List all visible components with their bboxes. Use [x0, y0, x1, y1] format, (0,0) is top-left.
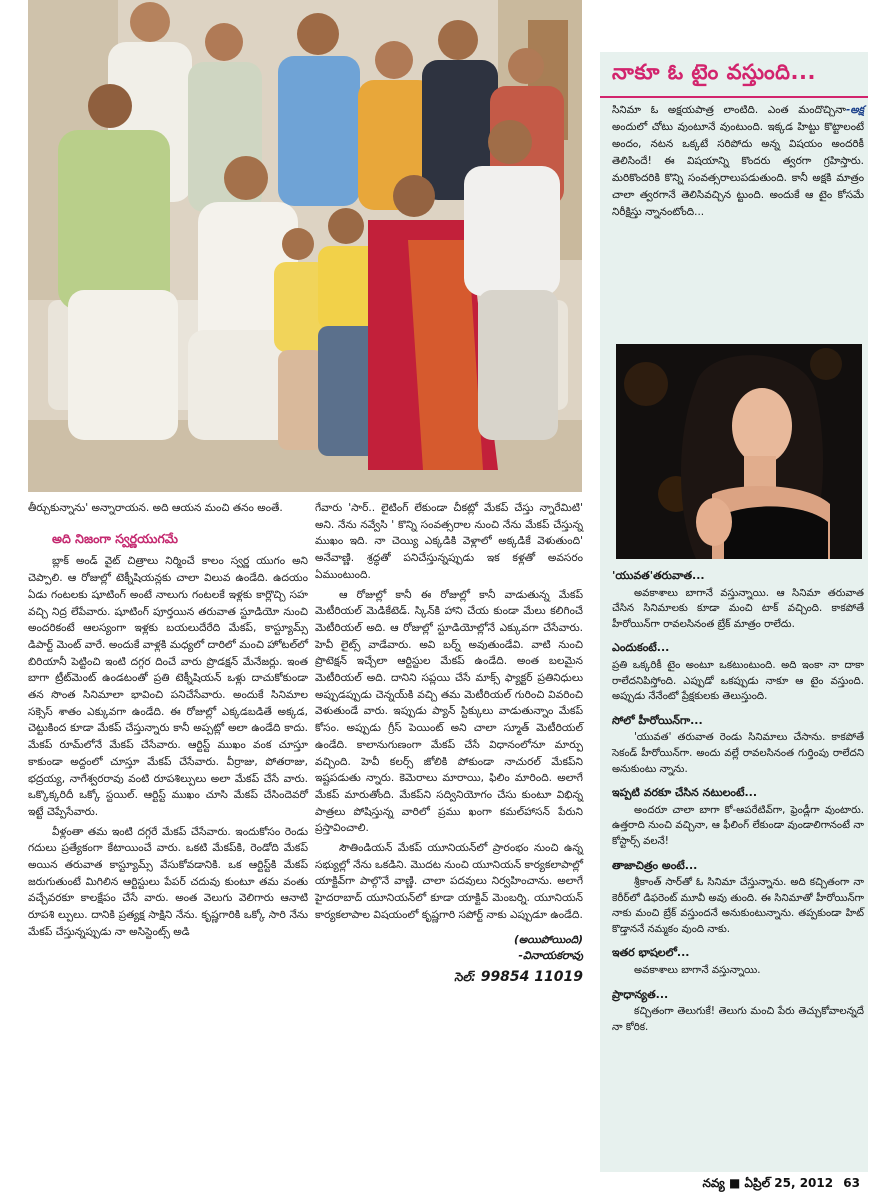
article-column-left: [28, 500, 308, 944]
answer-text: అవకాశాలు బాగానే వస్తున్నాయి. ఆ సినిమా తరువాత చేసిన సినిమాలకు కూడా మంచి టాక్ వచ్చింది. కాకపోతే హీరోయిన్‌గా రావలసినంత బ్రేక్ మాత్రం రాలేదు.: [612, 587, 864, 630]
article-paragraph: వీళ్లంతా తమ ఇంటి దగ్గరే మేకప్ చేసేవారు. ఇందుకోసం రెండు గదులు ప్రత్యేకంగా కేటాయించే వారు. ఒకటి మేకప్‌కి, రెండోది మేకప్ అయిన తరువాత కాస్ట్యూమ్స్ వేసుకోవడానికి. ఒక ఆర్టిస్ట్‌కి మేకప్ జరుగుతుంటే మిగిలిన ఆర్టిస్టులు పేపర్ చదువు కుంటూ తమ వంతు వచ్చేవరకూ కాలక్షేపం చేసే వారు. అంత వెలుగు వెలిగారు ఆనాటి రూపశి ల్పులు. దానికి ప్రత్యక్ష సాక్షిని నేను. కృష్ణగారికి ఒక్కో సారి నేను మేకప్ చేస్తున్నప్పుడు నా అసిస్టెంట్స్ అడి: [28, 825, 308, 938]
article-paragraph: తీర్చుకున్నాను' అన్నారాయన. అది ఆయన మంచి తనం అంతే.: [28, 502, 283, 514]
answer-text: కచ్చితంగా తెలుగుకే! తెలుగు మంచి పేరు తెచ్చుకోవాలన్నదే నా కోరిక.: [612, 1006, 864, 1033]
magazine-name: నవ్య: [702, 1176, 725, 1190]
article-paragraph: గేవారు 'సార్.. లైటింగ్ లేకుండా చీకట్లో మేకప్ చేస్తు న్నారేమిటి' అని. నేను నవ్వేసి ' కొన్ని సంవత్సరాల నుంచి నేను మేకప్ చేస్తున్న ముఖం ఇది. నా చెయ్యి ఎక్కడికి వెళ్లాలో అక్కడికే వెళుతుంది' అనేవాణ్ణి. శ్రద్ధతో పనిచేస్తున్నప్పుడు ఇక కళ్లతో అవసరం ఏముంటుంది.: [315, 502, 583, 581]
page-number: 63: [843, 1176, 860, 1190]
article-subheading: అది నిజంగా స్వర్ణయుగమే: [52, 530, 178, 546]
article-paragraph: సౌతిండియన్ మేకప్ యూనియన్‌లో ప్రారంభం నుంచి ఉన్న సభ్యుల్లో నేను ఒకడిని. మొదట నుంచి యూనియన్ కార్యకలాపాల్లో యాక్టివ్‌గా పాల్గొనే వాణ్ణి. చాలా పదవులు నిర్వహించాను. అలాగే హైదరాబాద్ యూనియన్‌లో కూడా యాక్టివ్ మెంబర్ని. యూనియన్ కార్యకలాపాల విషయంలో కృష్ణగారి సపోర్ట్ నాకు ఎప్పుడూ ఉండేది.: [315, 842, 583, 921]
actress-interview-sidebar: [600, 52, 868, 1172]
question-heading: ఎందుకంటే...: [612, 641, 670, 655]
page-footer: [702, 1176, 860, 1193]
answer-text: 'యువత' తరువాత రెండు సినిమాలు చేసాను. కాకపోతే సెకండ్ హీరోయిన్‌గా. అందు వల్లే రావలసినంత గుర్తింపు రాలేదని అనుకుంటు న్నాను.: [612, 732, 864, 775]
actress-photo: [616, 344, 862, 559]
article-author: -వినాయకరావు: [518, 949, 583, 963]
sidebar-intro: [612, 102, 864, 221]
sidebar-byline: -అక్ష: [845, 104, 864, 116]
article-paragraph: బ్లాక్ అండ్ వైట్ చిత్రాలు నిర్మించే కాలం స్వర్ణ యుగం అని చెప్పాలి. ఆ రోజుల్లో టెక్నీషియన్లకు చాలా విలువ ఉండేది. ఉదయం ఏడు గంటలకు షూటింగ్ అంటే నాలుగు గంటలకే ఇళ్లకు కార్లొచ్చి సహ వచ్చి నిద్ర లేపేవారు. షూటింగ్ పూర్తయిన తరువాత స్టూడియో నుంచి అందరికంటే ఆలస్యంగా ఇళ్లకు బయలుదేరేది మేకప్, కాస్ట్యూమ్స్ డిపార్ట్ మెంట్ వారే. అందుకే వాళ్లకి మధ్యలో దారిలో మంచి హోటల్‌లో బిరియానీ పెట్టించి ఇంటి దగ్గర దించే వారు ప్రొడక్షన్ మేనేజర్లు. ఇంత బాగా ట్రీట్‌మెంట్ ఉండటంతో ప్రతి టెక్నీషియన్ ఒళ్లు దాచుకోకుండా తన సొంత సినిమాలా భావించి పనిచేసేవారు. అందుకే సినిమాల సక్సెస్ శాతం ఎక్కువగా ఉండేది. ఈ రోజుల్లో ఎక్కడబడితే అక్కడ, చెట్టుకింద కూడా మేకప్ చేస్తున్నారు కానీ అప్పట్లో అలా ఉండేది కాదు. మేకప్ రూమ్‌లోనే మేకప్ చేసేవారు. ఆర్టిస్ట్ ముఖం వంక చూస్తూ కాకుండా అద్దంలో చూస్తూ మేకప్ చేసేవారు. వీర్రాజు, పోతరాజు, భద్రయ్య, నాగేశ్వరరావు వంటి రూపశిల్పులు అలా మేకప్ చేసే వారు. ఒక్కొక్కరిదీ ఒక్కో స్టయిల్. ఆర్టిస్ట్ ముఖం చూసి మేకప్ చేసిందెవరో ఇట్టే చెప్పేసేవారు.: [28, 555, 308, 818]
issue-date: ఏప్రిల్ 25, 2012: [744, 1176, 834, 1190]
question-heading: ప్రాధాన్యత...: [612, 987, 669, 1001]
sidebar-intro-text: సినిమా ఓ అక్షయపాత్ర లాంటిది. ఎంత మందొచ్చినా అందులో చోటు వుంటూనే వుంటుంది. ఇక్కడ హిట్టు కొట్టాలంటే అందం, నటన ఒక్కటే సరిపోదు అన్న విషయం అందరికీ తెలిసిందే! ఈ విషయాన్ని కొందరు త్వరగా గ్రహిస్తారు. మరికొందరికి కొన్ని సంవత్సరాలుపడుతుంది. కానీ అక్షకి మాత్రం చాలా త్వరగానే తెలిసివచ్చిన ట్టుంది. అందుకే ఆ టైం కోసమే నిరీక్షిస్తు న్నానంటోంది...: [612, 104, 864, 218]
question-heading: 'యువత'తరువాత...: [612, 569, 705, 582]
title-divider: [600, 96, 868, 98]
question-heading: తాజాచిత్రం అంటే...: [612, 858, 698, 872]
family-group-photo: [28, 0, 582, 492]
article-column-middle: [315, 500, 583, 986]
footer-square-icon: ■: [728, 1176, 741, 1190]
answer-text: ప్రతి ఒక్కరికీ టైం అంటూ ఒకటుంటుంది. అది ఇంకా నా దాకా రాలేదనిపిస్తోంది. ఎప్పుడో ఒకప్పుడు నాకూ ఆ టైం వస్తుంది. అప్పుడు నేనేంటో ప్రేక్షకులకు తెలుస్తుంది.: [612, 659, 864, 703]
article-paragraph: ఆ రోజుల్లో కానీ ఈ రోజుల్లో కానీ వాడుతున్న మేకప్ మెటీరియల్ మెడికేటెడ్. స్కిన్‌కి హాని చేయ కుండా మేలు కలిగించే మెటీరియల్ అది. ఆ రోజుల్లో స్టూడియోల్లోనే ఎక్కువగా చేసేవారు. హెవీ లైట్స్ వాడేవారు. అవి బర్న్ అవుతుండేవి. వాటి నుంచి ప్రొటెక్షన్ ఇచ్చేలా ఆర్టిస్టుల మేకప్ ఉండేది. అంత బలమైన మెటీరియల్ అది. దానిని సప్లయి చేసే మాక్స్ ఫ్యాక్టర్ ప్రతినిధులు అప్పుడప్పుడు చెన్నయ్‌కి వచ్చి తమ మెటీరియల్ గురించి వివరించి వెళుతుండే వారు. ఇప్పుడు ప్యాన్ స్టిక్కులు వాడుతున్నాం మేకప్ కోసం. అప్పుడు గ్రీస్ పెయింట్ అని చాలా స్మూత్ మెటీరియల్ ఉండేది. కాలానుగుణంగా మేకప్ చేసే విధానంలోనూ మార్పు వచ్చింది. హెవీ కలర్స్ జోలికి పోకుండా నాచురల్ మేకప్‌ని ఇష్టపడుతు న్నారు. కెమెరాలు మారాయి, ఫిలిం మారింది. అలాగే మేకప్ మారుతోంది. మేకప్‌ని సద్వినియోగం చేసు కుంటూ విభిన్న పాత్రలు పోషిస్తున్న వారిలో ప్రము ఖంగా కమల్‌హాసన్ పేరుని ప్రస్తావించాలి.: [315, 588, 583, 835]
person-front-teen-boy: [464, 120, 560, 440]
author-phone: [315, 969, 583, 986]
answer-text: శ్రీకాంత్ సార్‌తో ఓ సినిమా చేస్తున్నాను. అది కచ్చితంగా నా కెరీర్‌లో డిఫరెంట్ మూవీ అవు తుంది. ఈ సినిమాతో హీరోయిన్‌గా నాకు మంచి బ్రేక్ వస్తుందనే అనుకుంటున్నాను. తప్పకుండా హిట్ కొడ్తాననే నమ్మకం వుంది నాకు.: [612, 877, 864, 935]
answer-text: అవకాశాలు బాగానే వస్తున్నాయి.: [634, 965, 761, 977]
question-heading: ఇతర భాషలలో...: [612, 946, 690, 960]
answer-text: అందరూ చాలా బాగా కో-ఆపరేటివ్‌గా, ఫ్రెండ్లీగా వుంటారు. ఉత్తరాది నుంచి వచ్చినా, ఆ ఫీలింగ్ లేకుండా వుండాలిగానంటే నా కోస్టార్స్ వలనే!: [612, 804, 864, 847]
interview-qa: [612, 568, 864, 1039]
article-end-note: (అయిపోయింది): [513, 933, 583, 946]
sidebar-title: నాకూ ఓ టైం వస్తుంది...: [612, 60, 816, 84]
question-heading: ఇప్పటి వరకూ చేసిన నటులంటే...: [612, 786, 758, 800]
person-front-left-woman: [58, 84, 178, 440]
phone-number: 99854 11019: [480, 968, 583, 985]
question-heading: సోలో హీరోయిన్‌గా...: [612, 713, 703, 727]
phone-label: సెల్:: [454, 969, 476, 984]
